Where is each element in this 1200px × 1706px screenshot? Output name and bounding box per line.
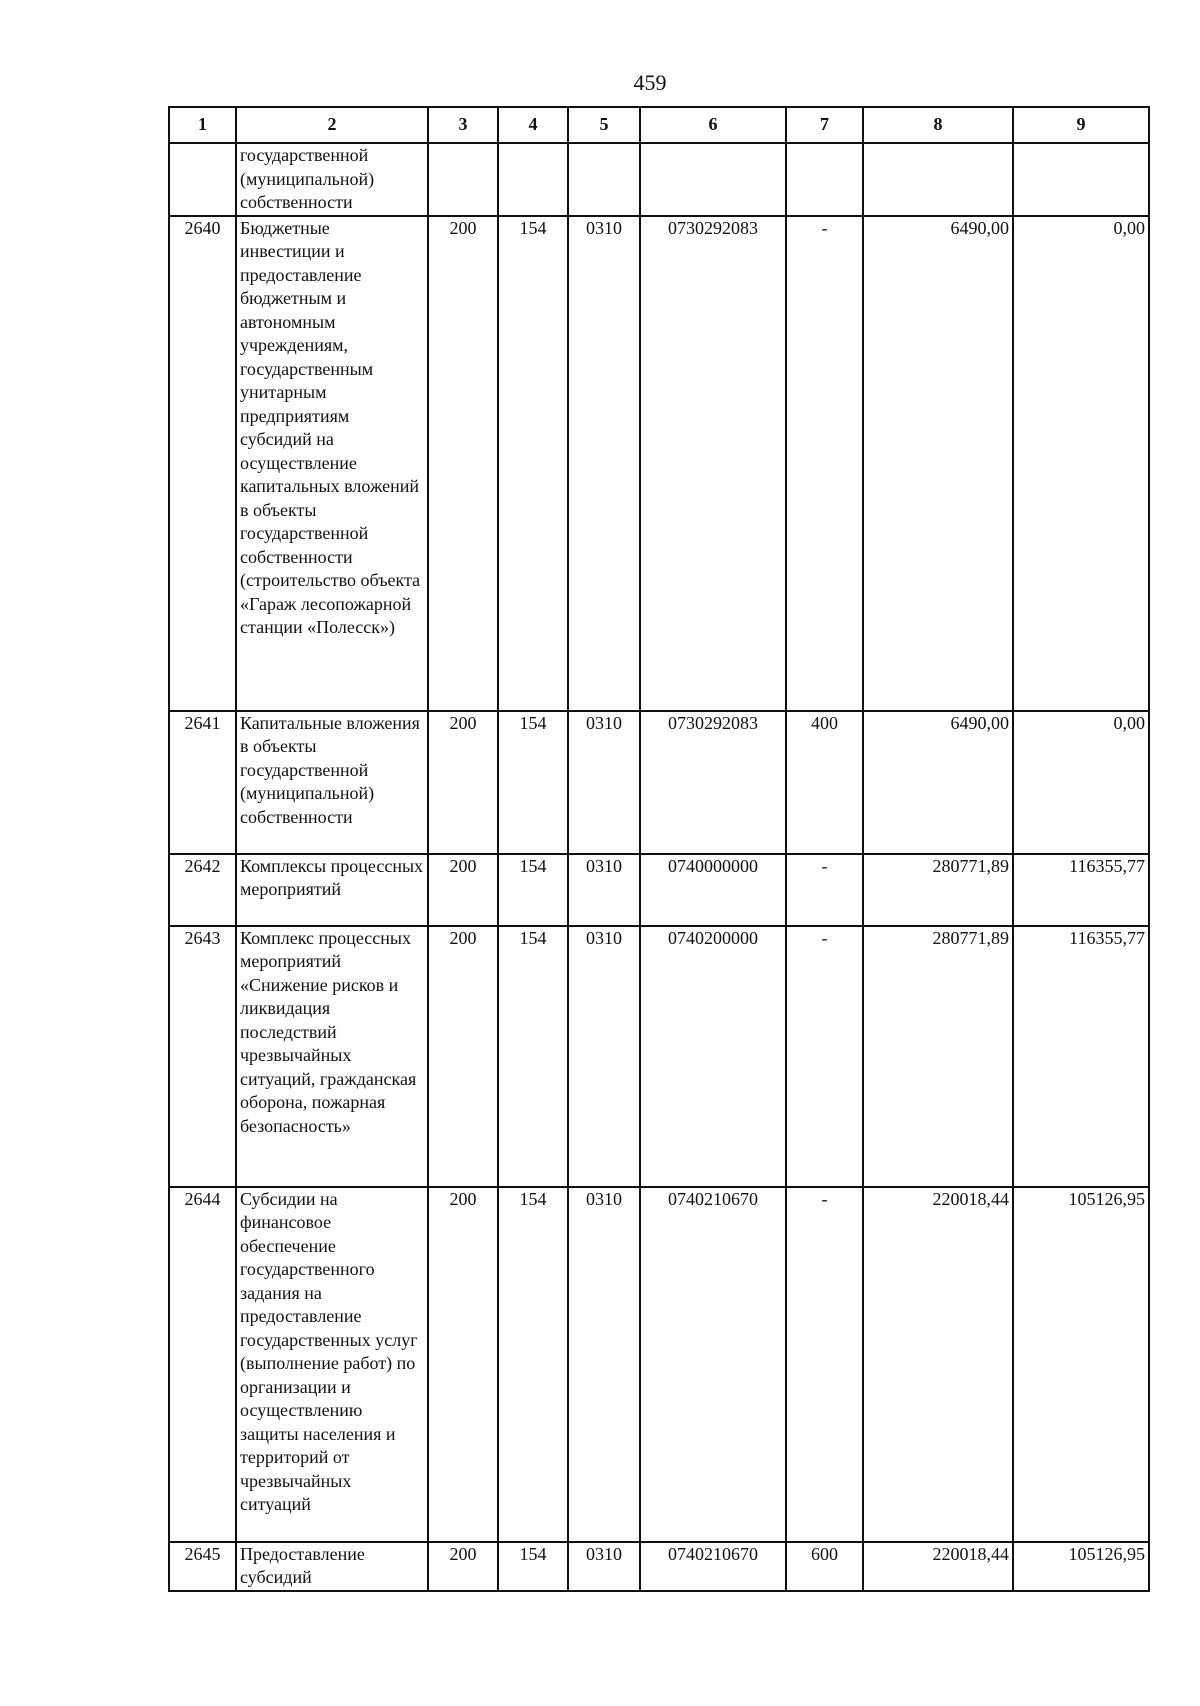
row-number-cell [169,143,236,216]
row-number-cell: 2643 [169,926,236,1187]
description-cell: Капитальные вложения в объекты государственной (муниципальной) собственности [236,711,428,854]
table-cell: 154 [498,216,568,711]
table-cell: - [786,854,863,926]
table-cell: 0310 [568,711,640,854]
table-row [169,216,1149,711]
row-number-cell: 2645 [169,1542,236,1591]
table-row [169,1187,1149,1542]
header-cell: 9 [1013,107,1149,143]
table-cell: 0730292083 [640,711,786,854]
header-cell: 2 [236,107,428,143]
table-cell: - [786,1187,863,1542]
table-cell: 154 [498,1187,568,1542]
table-cell [428,143,498,216]
table-cell: 0310 [568,854,640,926]
table-cell: 0310 [568,216,640,711]
table-cell: 154 [498,854,568,926]
table-cell: 600 [786,1542,863,1591]
budget-table [168,106,1150,1592]
page-number: 459 [633,70,667,95]
header-cell: 4 [498,107,568,143]
description-cell: Бюджетные инвестиции и предоставление бюджетным и автономным учреждениям, государственным унитарным предприятиям субсидий на осуществление капитальных вложений в объекты государственной собственности (строительство объекта «Гараж лесопожарной станции «Полесск») [236,216,428,711]
table-cell [568,143,640,216]
header-cell: 1 [169,107,236,143]
table-cell [640,143,786,216]
table-row [169,143,1149,216]
table-cell: 154 [498,1542,568,1591]
table-row [169,711,1149,854]
table-cell: - [786,216,863,711]
description-cell: Субсидии на финансовое обеспечение государственного задания на предоставление государственных услуг (выполнение работ) по организации и осуществлению защиты населения и территорий от чрезвычайных ситуаций [236,1187,428,1542]
amount-cell: 6490,00 [863,216,1013,711]
header-cell: 3 [428,107,498,143]
table-row [169,1542,1149,1591]
description-cell: Комплексы процессных мероприятий [236,854,428,926]
row-number-cell: 2640 [169,216,236,711]
table-cell: 200 [428,711,498,854]
table-row [169,926,1149,1187]
description-cell: Предоставление субсидий [236,1542,428,1591]
table-cell [786,143,863,216]
table-cell: 0740200000 [640,926,786,1187]
amount-cell [863,143,1013,216]
table-cell: 0740210670 [640,1542,786,1591]
table-cell: 200 [428,854,498,926]
amount-cell [1013,143,1149,216]
amount-cell: 0,00 [1013,216,1149,711]
header-cell: 8 [863,107,1013,143]
table-cell: 0730292083 [640,216,786,711]
header-cell: 6 [640,107,786,143]
amount-cell: 105126,95 [1013,1542,1149,1591]
amount-cell: 280771,89 [863,854,1013,926]
description-cell: государственной (муниципальной) собственности [236,143,428,216]
amount-cell: 280771,89 [863,926,1013,1187]
amount-cell: 220018,44 [863,1542,1013,1591]
amount-cell: 105126,95 [1013,1187,1149,1542]
table-cell: 200 [428,1187,498,1542]
table-cell: 0310 [568,1187,640,1542]
table-cell: 154 [498,711,568,854]
table-header-row [169,107,1149,143]
amount-cell: 116355,77 [1013,926,1149,1187]
amount-cell: 116355,77 [1013,854,1149,926]
table-cell: 0740210670 [640,1187,786,1542]
header-cell: 7 [786,107,863,143]
table-cell: 154 [498,926,568,1187]
table-cell: 200 [428,926,498,1187]
table-row [169,854,1149,926]
row-number-cell: 2642 [169,854,236,926]
table-cell [498,143,568,216]
table-cell: 0310 [568,926,640,1187]
amount-cell: 220018,44 [863,1187,1013,1542]
row-number-cell: 2644 [169,1187,236,1542]
amount-cell: 6490,00 [863,711,1013,854]
table-cell: 400 [786,711,863,854]
table-cell: 0740000000 [640,854,786,926]
table-cell: - [786,926,863,1187]
header-cell: 5 [568,107,640,143]
amount-cell: 0,00 [1013,711,1149,854]
description-cell: Комплекс процессных мероприятий «Снижение рисков и ликвидация последствий чрезвычайных ситуаций, гражданская оборона, пожарная безопасность» [236,926,428,1187]
table-cell: 0310 [568,1542,640,1591]
row-number-cell: 2641 [169,711,236,854]
table-cell: 200 [428,1542,498,1591]
table-cell: 200 [428,216,498,711]
